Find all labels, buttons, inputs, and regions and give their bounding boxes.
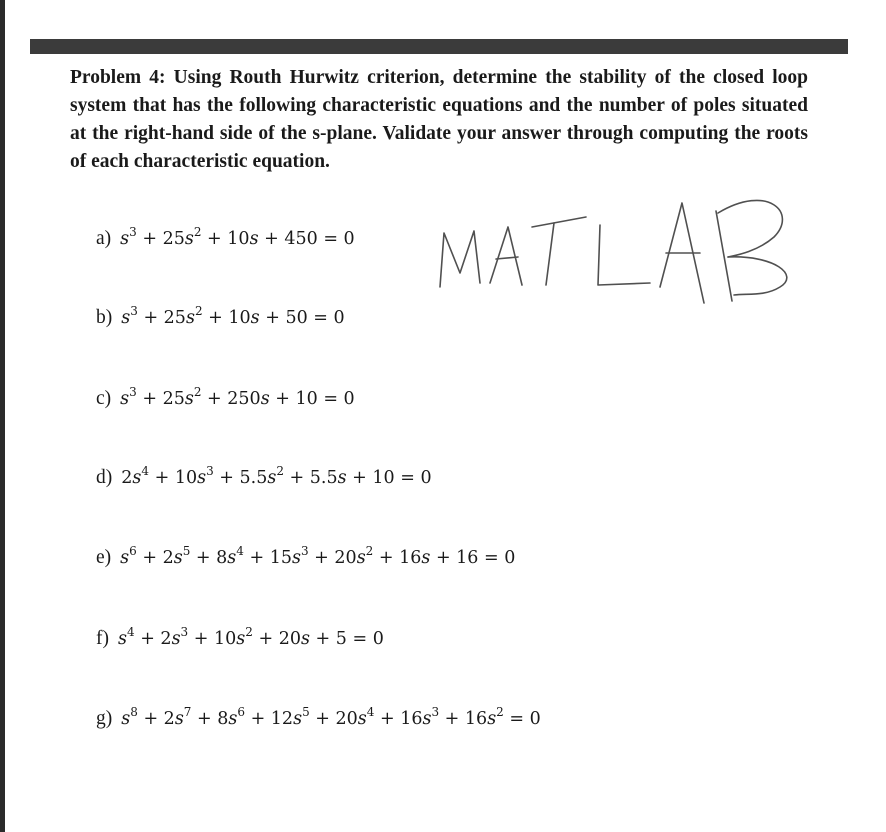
operator: + — [252, 629, 279, 649]
exponent: 4 — [366, 705, 375, 719]
constant-term: 10 — [295, 389, 318, 409]
exponent: 6 — [129, 544, 137, 558]
exponent: 2 — [496, 705, 504, 719]
right-hand-side: 0 — [504, 548, 516, 568]
right-hand-side: 0 — [529, 709, 541, 729]
exponent: 5 — [182, 544, 191, 558]
constant-term: 450 — [284, 229, 318, 249]
matlab-handwritten-annotation — [428, 175, 808, 315]
variable-s: s — [171, 629, 181, 649]
variable-s: s — [227, 548, 237, 568]
equation-label: g) — [96, 708, 113, 729]
operator: + — [191, 709, 218, 729]
equation-g — [96, 705, 541, 730]
equals-sign: = — [478, 548, 505, 568]
coefficient: 25 — [162, 389, 185, 409]
variable-s: s — [120, 389, 130, 409]
coefficient: 16 — [464, 709, 488, 729]
equation-expression — [121, 705, 541, 729]
equation-expression — [120, 225, 355, 249]
coefficient: 12 — [270, 709, 294, 729]
equation-d — [96, 464, 432, 489]
equation-label: f) — [96, 628, 109, 649]
variable-s: s — [291, 548, 301, 568]
operator: + — [136, 229, 163, 249]
variable-s: s — [293, 709, 303, 729]
operator: + — [373, 548, 400, 568]
equation-expression — [120, 544, 516, 568]
coefficient: 250 — [227, 389, 261, 409]
operator: + — [430, 548, 457, 568]
variable-s: s — [184, 229, 194, 249]
coefficient: 10 — [213, 629, 237, 649]
exponent: 2 — [365, 544, 374, 558]
coefficient: 25 — [162, 229, 185, 249]
coefficient: 2 — [163, 709, 175, 729]
exponent: 3 — [180, 625, 189, 639]
variable-s: s — [337, 468, 347, 488]
operator: + — [439, 709, 465, 729]
variable-s: s — [184, 389, 194, 409]
equation-expression — [118, 625, 384, 649]
equation-b — [96, 304, 345, 329]
equation-label: d) — [96, 467, 113, 488]
exponent: 3 — [206, 464, 214, 478]
coefficient: 10 — [174, 468, 198, 488]
coefficient: 8 — [217, 709, 229, 729]
operator: + — [245, 709, 271, 729]
exponent: 3 — [129, 385, 137, 399]
problem-statement: Problem 4: Using Routh Hurwitz criterion, determine the stability of the closed loop system that has the following characteristic equations and the number of poles situated at the right-hand side of the s-plane. Validate your answer through computing the roots of each characteristic equation. — [70, 67, 808, 172]
coefficient: 2 — [160, 629, 172, 649]
equals-sign: = — [346, 629, 373, 649]
coefficient: 2 — [121, 468, 133, 488]
variable-s: s — [300, 629, 310, 649]
equation-label: a) — [96, 228, 112, 249]
operator: + — [137, 709, 164, 729]
operator: + — [309, 709, 336, 729]
variable-s: s — [197, 468, 207, 488]
exponent: 4 — [236, 544, 244, 558]
exponent: 4 — [141, 464, 150, 478]
exponent: 6 — [237, 705, 245, 719]
equation-a — [96, 225, 355, 250]
window-left-edge — [0, 0, 5, 832]
coefficient: 5.5 — [309, 468, 338, 488]
variable-s: s — [250, 308, 260, 328]
coefficient: 10 — [228, 308, 251, 328]
equation-expression — [121, 464, 432, 488]
operator: + — [283, 468, 310, 488]
operator: + — [134, 629, 161, 649]
variable-s: s — [121, 308, 131, 328]
operator: + — [202, 308, 229, 328]
operator: + — [243, 548, 270, 568]
operator: + — [308, 548, 335, 568]
operator: + — [190, 548, 217, 568]
operator: + — [346, 468, 373, 488]
equation-expression — [121, 304, 345, 328]
exponent: 8 — [130, 705, 138, 719]
equation-label: b) — [96, 307, 113, 328]
exponent: 2 — [194, 304, 203, 318]
equals-sign: = — [317, 389, 344, 409]
equation-label: c) — [96, 388, 112, 409]
coefficient: 16 — [400, 709, 423, 729]
coefficient: 10 — [227, 229, 250, 249]
right-hand-side: 0 — [333, 308, 345, 328]
operator: + — [136, 548, 163, 568]
right-hand-side: 0 — [343, 229, 355, 249]
coefficient: 20 — [335, 709, 358, 729]
variable-s: s — [120, 229, 130, 249]
exponent: 3 — [129, 225, 137, 239]
operator: + — [201, 389, 228, 409]
right-hand-side: 0 — [420, 468, 432, 488]
constant-term: 5 — [335, 629, 347, 649]
operator: + — [309, 629, 336, 649]
variable-s: s — [421, 548, 431, 568]
exponent: 5 — [302, 705, 310, 719]
operator: + — [269, 389, 296, 409]
coefficient: 8 — [216, 548, 228, 568]
equation-e — [96, 544, 516, 569]
operator: + — [201, 229, 228, 249]
exponent: 2 — [193, 385, 202, 399]
exponent: 2 — [245, 625, 253, 639]
variable-s: s — [185, 308, 195, 328]
equation-label: e) — [96, 547, 112, 568]
exponent: 2 — [276, 464, 284, 478]
variable-s: s — [173, 548, 183, 568]
operator: + — [149, 468, 175, 488]
variable-s: s — [260, 389, 270, 409]
operator: + — [188, 629, 214, 649]
variable-s: s — [356, 548, 366, 568]
variable-s: s — [487, 709, 497, 729]
equals-sign: = — [317, 229, 344, 249]
operator: + — [258, 229, 285, 249]
equals-sign: = — [394, 468, 421, 488]
coefficient: 20 — [278, 629, 301, 649]
coefficient: 25 — [163, 308, 186, 328]
operator: + — [374, 709, 401, 729]
variable-s: s — [267, 468, 277, 488]
variable-s: s — [121, 709, 131, 729]
exponent: 3 — [300, 544, 309, 558]
variable-s: s — [132, 468, 142, 488]
operator: + — [137, 308, 164, 328]
constant-term: 16 — [456, 548, 479, 568]
equals-sign: = — [503, 709, 530, 729]
operator: + — [259, 308, 286, 328]
variable-s: s — [118, 629, 127, 649]
variable-s: s — [120, 548, 130, 568]
coefficient: 5.5 — [239, 468, 268, 488]
constant-term: 50 — [285, 308, 308, 328]
operator: + — [213, 468, 240, 488]
coefficient: 20 — [334, 548, 357, 568]
equation-c — [96, 385, 355, 410]
exponent: 4 — [126, 625, 135, 639]
operator: + — [136, 389, 163, 409]
equals-sign: = — [307, 308, 334, 328]
variable-s: s — [228, 709, 238, 729]
exponent: 3 — [130, 304, 138, 318]
exponent: 3 — [431, 705, 440, 719]
coefficient: 15 — [269, 548, 292, 568]
variable-s: s — [357, 709, 367, 729]
variable-s: s — [174, 709, 184, 729]
equation-expression — [120, 385, 355, 409]
constant-term: 10 — [372, 468, 395, 488]
coefficient: 16 — [399, 548, 422, 568]
exponent: 2 — [193, 225, 202, 239]
variable-s: s — [236, 629, 246, 649]
exponent: 7 — [183, 705, 192, 719]
variable-s: s — [249, 229, 259, 249]
coefficient: 2 — [162, 548, 174, 568]
right-hand-side: 0 — [343, 389, 355, 409]
page-top-rule — [30, 39, 848, 54]
right-hand-side: 0 — [372, 629, 384, 649]
variable-s: s — [422, 709, 432, 729]
equation-f — [96, 625, 384, 650]
